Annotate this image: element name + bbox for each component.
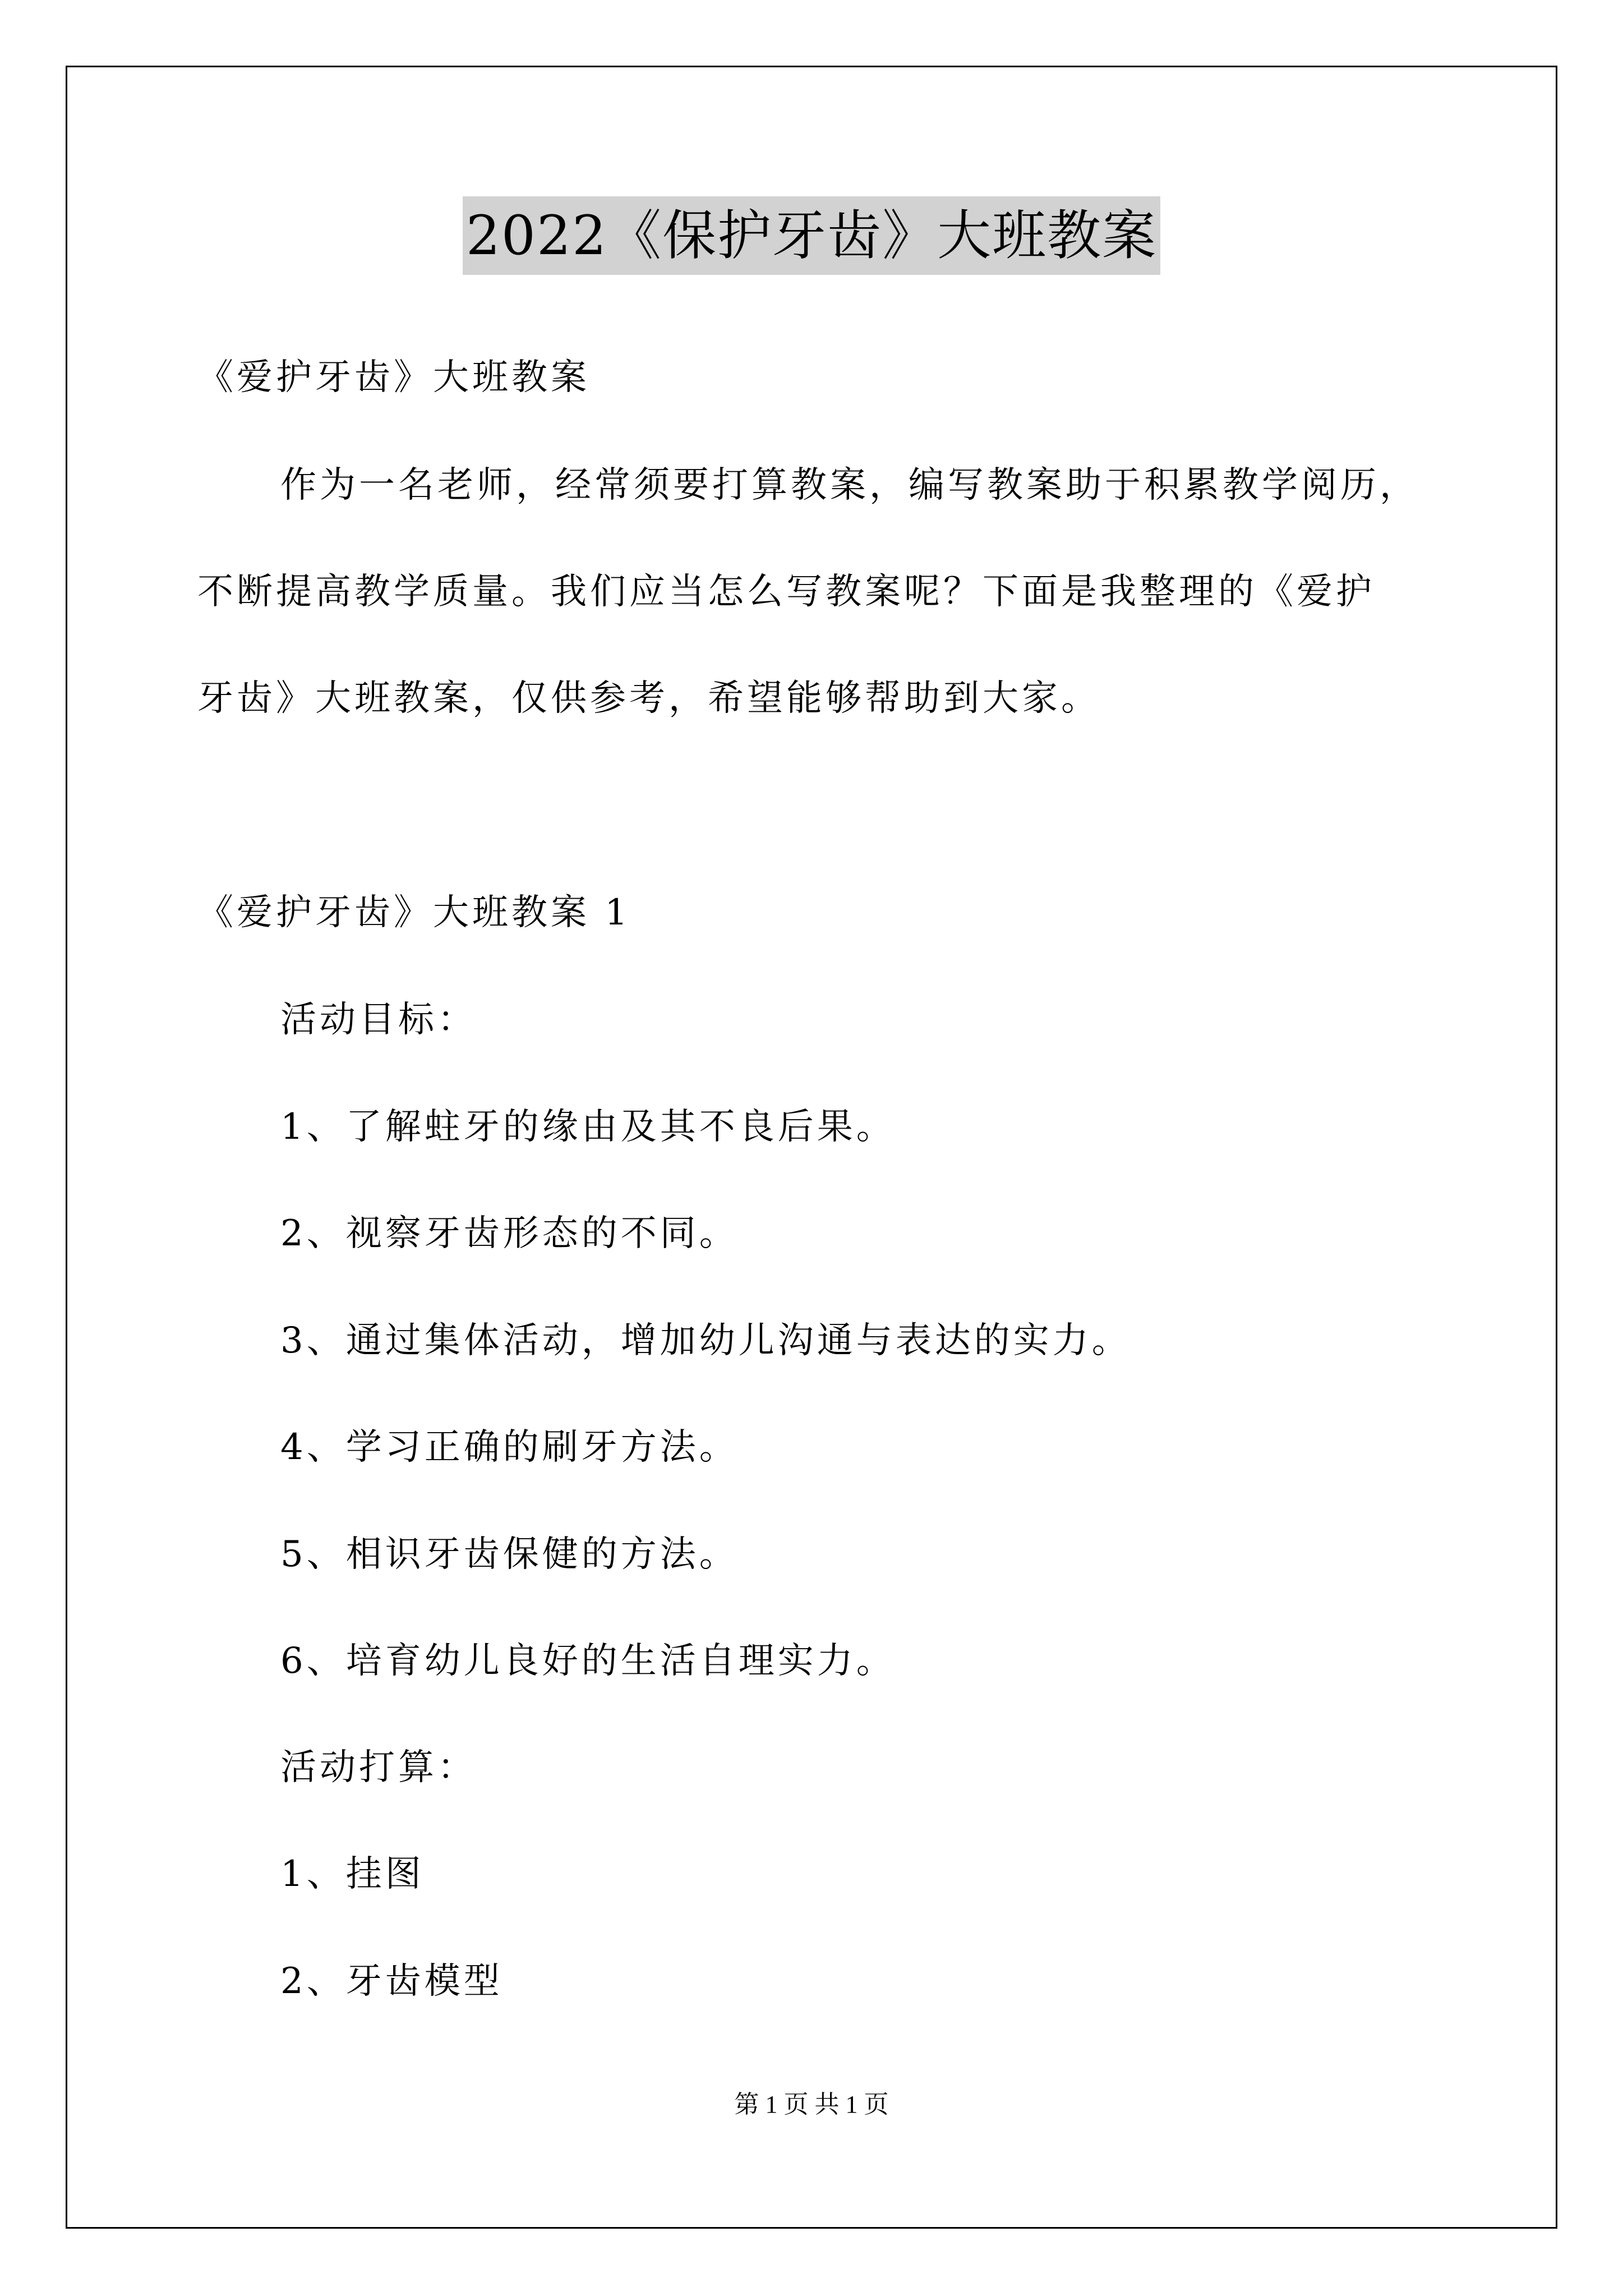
title-container (0, 196, 1623, 275)
goals-heading: 活动目标： (280, 999, 477, 1041)
goal-item: 2、视察牙齿形态的不同。 (280, 1213, 739, 1254)
goal-item: 1、了解蛀牙的缘由及其不良后果。 (280, 1106, 896, 1148)
goal-item: 6、培育幼儿良好的生活自理实力。 (280, 1640, 896, 1682)
intro-line-1: 作为一名老师，经常须要打算教案，编写教案助于积累教学阅历， (280, 464, 1419, 506)
prep-item: 1、挂图 (280, 1853, 425, 1895)
prep-item: 2、牙齿模型 (280, 1961, 503, 2002)
section-heading: 《爱护牙齿》大班教案 1 (197, 892, 631, 933)
intro-line-3: 牙齿》大班教案，仅供参考，希望能够帮助到大家。 (197, 678, 1100, 719)
goal-item: 4、学习正确的刷牙方法。 (280, 1427, 739, 1468)
page-footer: 第 1 页 共 1 页 (734, 2091, 889, 2118)
goal-item: 5、相识牙齿保健的方法。 (280, 1534, 739, 1575)
document-subtitle: 《爱护牙齿》大班教案 (197, 357, 590, 398)
document-title: 2022《保护牙齿》大班教案 (463, 196, 1160, 275)
intro-line-2: 不断提高教学质量。我们应当怎么写教案呢？下面是我整理的《爱护 (197, 571, 1375, 613)
goal-item: 3、通过集体活动，增加幼儿沟通与表达的实力。 (280, 1320, 1131, 1361)
prep-heading: 活动打算： (280, 1747, 477, 1788)
